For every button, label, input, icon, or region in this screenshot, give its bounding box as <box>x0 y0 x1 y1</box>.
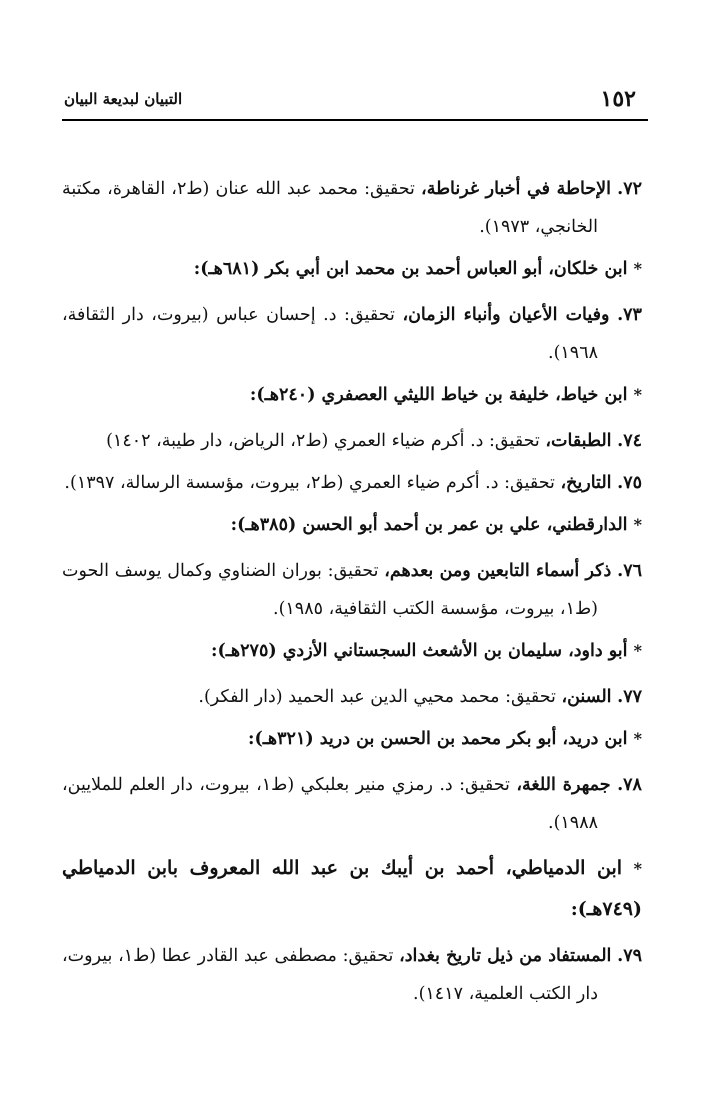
bibliography-entry: ٧٦. ذكر أسماء التابعين ومن بعدهم، تحقيق: بوران الضناوي وكمال يوسف الحوت (ط١، بيروت، مؤسسة الكتب الثقافية، ١٩٨٥). <box>62 561 642 619</box>
author-heading: * ابن الدمياطي، أحمد بن أيبك بن عبد الله المعروف بابن الدمياطي (٧٤٩هـ): <box>62 857 642 920</box>
author-heading: * ابن خلكان، أبو العباس أحمد بن محمد ابن أبي بكر (٦٨١هـ): <box>193 259 642 279</box>
bibliography-list <box>62 170 642 1017</box>
bibliography-entry: ٧٨. جمهرة اللغة، تحقيق: د. رمزي منير بعلبكي (ط١، بيروت، دار العلم للملايين، ١٩٨٨). <box>62 775 642 833</box>
bibliography-entry: ٧٢. الإحاطة في أخبار غرناطة، تحقيق: محمد عبد الله عنان (ط٢، القاهرة، مكتبة الخانجي، ١٩٧٣). <box>62 179 642 237</box>
bibliography-entry: ٧٧. السنن، تحقيق: محمد محيي الدين عبد الحميد (دار الفكر). <box>198 687 642 707</box>
author-heading: * الدارقطني، علي بن عمر بن أحمد أبو الحسن (٣٨٥هـ): <box>230 515 642 535</box>
page-header <box>64 86 636 116</box>
bibliography-entry: ٧٣. وفيات الأعيان وأنباء الزمان، تحقيق: د. إحسان عباس (بيروت، دار الثقافة، ١٩٦٨). <box>62 305 642 363</box>
page-number: ١٥٢ <box>600 86 636 112</box>
header-rule <box>62 119 648 121</box>
author-heading: * ابن خياط، خليفة بن خياط الليثي العصفري (٢٤٠هـ): <box>249 385 642 405</box>
author-heading: * ابن دريد، أبو بكر محمد بن الحسن بن دريد (٣٢١هـ): <box>248 729 642 749</box>
author-heading: * أبو داود، سليمان بن الأشعث السجستاني الأزدي (٢٧٥هـ): <box>211 641 642 661</box>
running-title: التبيان لبديعة البيان <box>64 90 183 108</box>
bibliography-entry: ٧٥. التاريخ، تحقيق: د. أكرم ضياء العمري (ط٢، بيروت، مؤسسة الرسالة، ١٣٩٧). <box>64 473 642 493</box>
bibliography-entry: ٧٤. الطبقات، تحقيق: د. أكرم ضياء العمري (ط٢، الرياض، دار طيبة، ١٤٠٢) <box>106 431 642 451</box>
bibliography-entry: ٧٩. المستفاد من ذيل تاريخ بغداد، تحقيق: مصطفى عبد القادر عطا (ط١، بيروت، دار الكتب العلمية، ١٤١٧). <box>62 946 642 1004</box>
